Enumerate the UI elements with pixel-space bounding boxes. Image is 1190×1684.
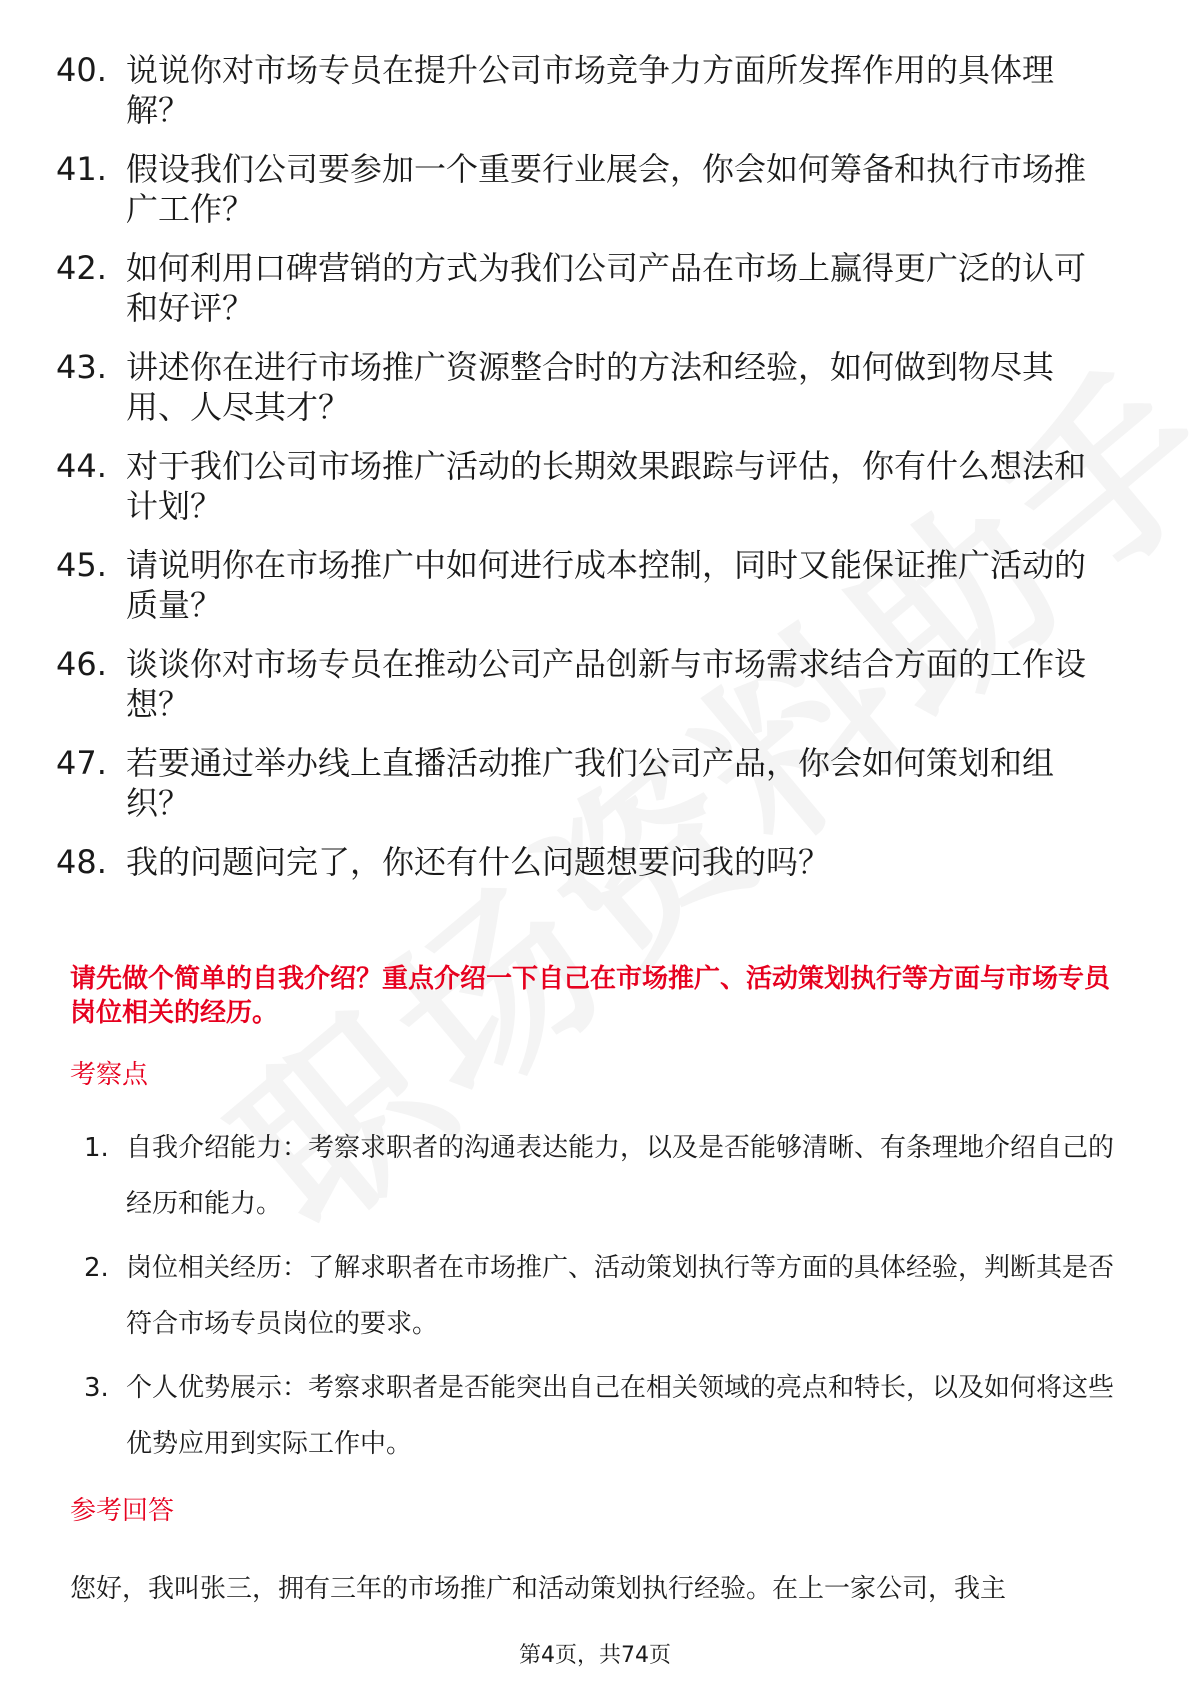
question-item bbox=[56, 347, 1126, 427]
question-text: 若要通过举办线上直播活动推广我们公司产品，你会如何策划和组织？ bbox=[126, 744, 1055, 822]
assessment-point bbox=[84, 1240, 1124, 1352]
question-text: 请说明你在市场推广中如何进行成本控制，同时又能保证推广活动的质量？ bbox=[126, 546, 1087, 624]
question-number: 41. bbox=[56, 150, 107, 188]
question-text: 说说你对市场专员在提升公司市场竞争力方面所发挥作用的具体理解？ bbox=[126, 51, 1055, 129]
question-text: 谈谈你对市场专员在推动公司产品创新与市场需求结合方面的工作设想？ bbox=[126, 645, 1087, 723]
question-item bbox=[56, 149, 1126, 229]
question-number: 48. bbox=[56, 843, 107, 881]
question-item bbox=[56, 842, 1126, 882]
question-number: 42. bbox=[56, 249, 107, 287]
section-heading: 请先做个简单的自我介绍？重点介绍一下自己在市场推广、活动策划执行等方面与市场专员岗位相关的经历。 bbox=[70, 964, 1111, 1028]
point-text: 个人优势展示：考察求职者是否能突出自己在相关领域的亮点和特长，以及如何将这些优势应用到实际工作中。 bbox=[126, 1373, 1115, 1459]
question-number: 46. bbox=[56, 645, 107, 683]
assessment-points-label: 考察点 bbox=[70, 1060, 149, 1090]
question-number: 47. bbox=[56, 744, 107, 782]
assessment-point bbox=[84, 1360, 1124, 1472]
question-text: 讲述你在进行市场推广资源整合时的方法和经验，如何做到物尽其用、人尽其才？ bbox=[126, 348, 1055, 426]
reference-answer-text: 您好，我叫张三，拥有三年的市场推广和活动策划执行经验。在上一家公司，我主 bbox=[70, 1574, 1007, 1604]
question-number: 44. bbox=[56, 447, 107, 485]
point-number: 2. bbox=[84, 1253, 109, 1283]
reference-answer-label: 参考回答 bbox=[70, 1496, 175, 1526]
question-item bbox=[56, 644, 1126, 724]
point-number: 1. bbox=[84, 1133, 109, 1163]
question-text: 假设我们公司要参加一个重要行业展会，你会如何筹备和执行市场推广工作？ bbox=[126, 150, 1087, 228]
question-number: 40. bbox=[56, 51, 107, 89]
question-item bbox=[56, 446, 1126, 526]
question-list bbox=[56, 50, 1126, 901]
point-text: 自我介绍能力：考察求职者的沟通表达能力，以及是否能够清晰、有条理地介绍自己的经历和能力。 bbox=[126, 1133, 1115, 1219]
question-item bbox=[56, 248, 1126, 328]
question-item bbox=[56, 743, 1126, 823]
question-item bbox=[56, 50, 1126, 130]
question-text: 我的问题问完了，你还有什么问题想要问我的吗？ bbox=[126, 843, 831, 881]
question-item bbox=[56, 545, 1126, 625]
point-number: 3. bbox=[84, 1373, 109, 1403]
assessment-points-list bbox=[84, 1120, 1124, 1480]
question-text: 对于我们公司市场推广活动的长期效果跟踪与评估，你有什么想法和计划？ bbox=[126, 447, 1087, 525]
question-number: 43. bbox=[56, 348, 107, 386]
page-footer: 第4页，共74页 bbox=[519, 1643, 671, 1668]
question-number: 45. bbox=[56, 546, 107, 584]
question-text: 如何利用口碑营销的方式为我们公司产品在市场上赢得更广泛的认可和好评？ bbox=[126, 249, 1087, 327]
point-text: 岗位相关经历：了解求职者在市场推广、活动策划执行等方面的具体经验，判断其是否符合市场专员岗位的要求。 bbox=[126, 1253, 1115, 1339]
assessment-point bbox=[84, 1120, 1124, 1232]
